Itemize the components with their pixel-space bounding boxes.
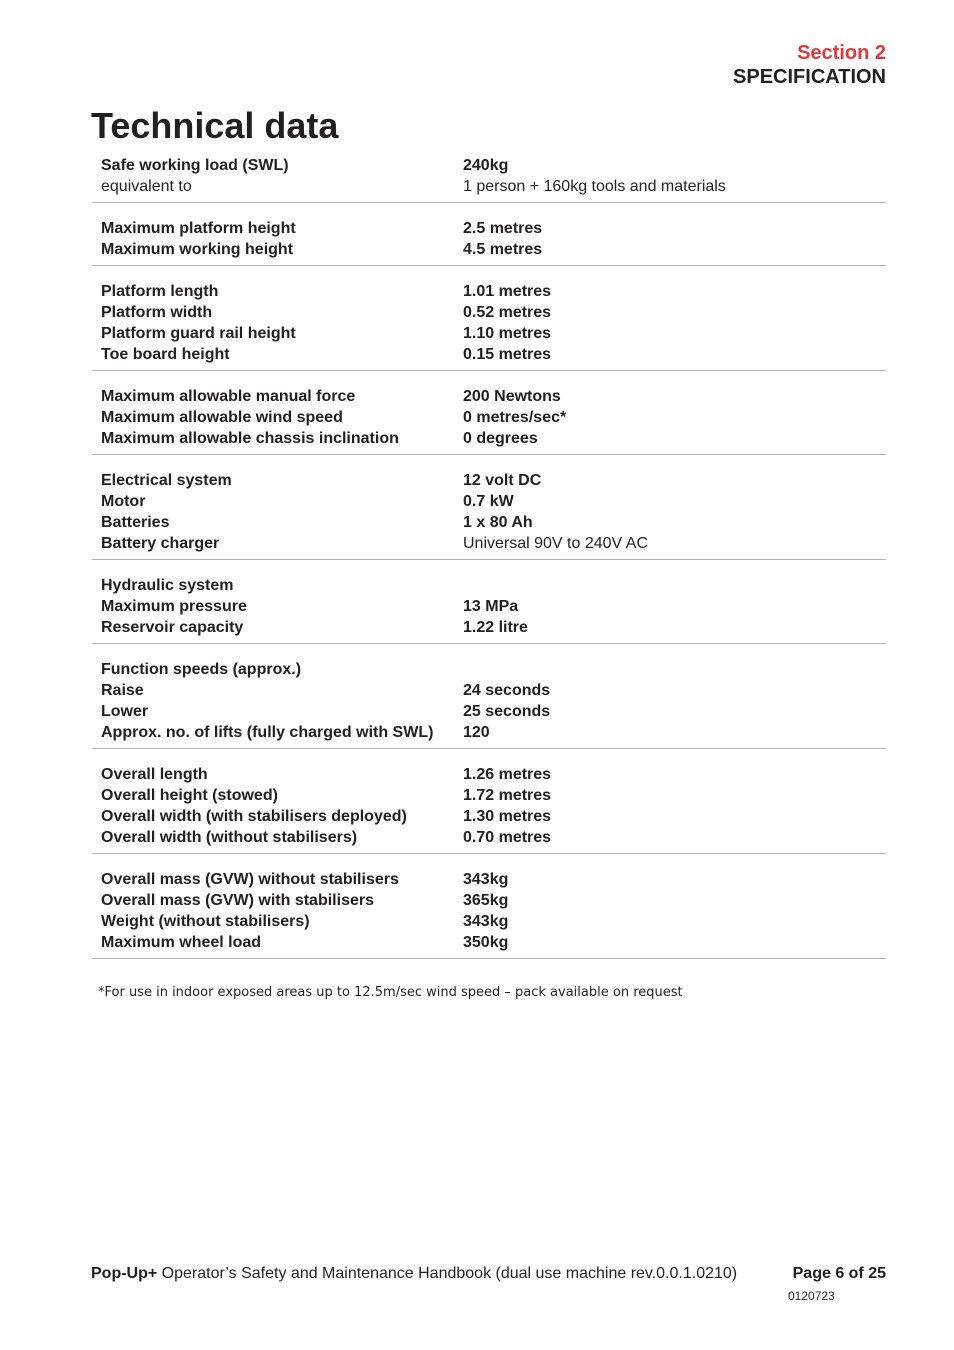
spec-value: 1 person + 160kg tools and materials xyxy=(463,178,726,195)
spec-value: 1.10 metres xyxy=(463,325,552,342)
section-number: Section 2 xyxy=(797,42,886,64)
spec-row xyxy=(92,344,886,365)
spec-value: 2.5 metres xyxy=(463,220,543,237)
spec-row xyxy=(92,680,886,701)
footer-title xyxy=(91,1265,737,1283)
spec-value: 120 xyxy=(463,724,490,741)
spec-label: Weight (without stabilisers) xyxy=(101,913,310,930)
spec-section xyxy=(92,644,886,749)
spec-row xyxy=(92,491,886,512)
spec-value: 24 seconds xyxy=(463,682,551,699)
spec-row xyxy=(92,764,886,785)
spec-label: Electrical system xyxy=(101,472,232,489)
spec-value xyxy=(463,575,886,596)
spec-value: 0.70 metres xyxy=(463,829,552,846)
spec-section xyxy=(92,854,886,959)
spec-row xyxy=(92,407,886,428)
spec-value: 1.26 metres xyxy=(463,766,552,783)
section-header xyxy=(733,41,886,89)
spec-label: Reservoir capacity xyxy=(101,619,244,636)
spec-value: 0 degrees xyxy=(463,430,538,447)
spec-label: Safe working load (SWL) xyxy=(101,157,289,174)
spec-label: Overall length xyxy=(101,766,208,783)
spec-row xyxy=(92,806,886,827)
spec-value: 1.01 metres xyxy=(463,283,552,300)
spec-value: 4.5 metres xyxy=(463,241,543,258)
spec-label: Toe board height xyxy=(101,346,230,363)
spec-label: Lower xyxy=(101,703,149,720)
spec-label: Function speeds (approx.) xyxy=(101,661,302,678)
spec-label: Batteries xyxy=(101,514,170,531)
spec-section xyxy=(92,203,886,266)
spec-value: 1 x 80 Ah xyxy=(463,514,533,531)
spec-section xyxy=(92,560,886,644)
document-code: 0120723 xyxy=(788,1289,835,1303)
spec-value: 240kg xyxy=(463,157,509,174)
spec-row xyxy=(92,386,886,407)
spec-row xyxy=(92,470,886,491)
spec-value: 25 seconds xyxy=(463,703,551,720)
spec-value: 1.30 metres xyxy=(463,808,552,825)
spec-row xyxy=(92,155,886,176)
spec-label: Motor xyxy=(101,493,146,510)
page-number: Page 6 of 25 xyxy=(792,1265,886,1282)
spec-value: 200 Newtons xyxy=(463,388,561,405)
spec-row xyxy=(92,701,886,722)
spec-label: Approx. no. of lifts (fully charged with SWL) xyxy=(101,724,434,741)
spec-label: Overall width (without stabilisers) xyxy=(101,829,358,846)
spec-label: Overall width (with stabilisers deployed) xyxy=(101,808,407,825)
spec-value: 1.72 metres xyxy=(463,787,552,804)
spec-label: Platform length xyxy=(101,283,219,300)
spec-row xyxy=(92,932,886,953)
spec-label: Hydraulic system xyxy=(101,577,234,594)
spec-section xyxy=(92,266,886,371)
spec-section xyxy=(92,749,886,854)
spec-value: 343kg xyxy=(463,871,509,888)
spec-value: 0.15 metres xyxy=(463,346,552,363)
footer-brand: Pop-Up+ xyxy=(91,1265,158,1282)
spec-row xyxy=(92,533,886,554)
spec-row xyxy=(92,785,886,806)
spec-row xyxy=(92,575,886,596)
spec-value: Universal 90V to 240V AC xyxy=(463,535,648,552)
spec-label: Battery charger xyxy=(101,535,220,552)
spec-label: Platform guard rail height xyxy=(101,325,296,342)
section-title: SPECIFICATION xyxy=(733,66,886,88)
spec-value: 13 MPa xyxy=(463,598,519,615)
spec-row xyxy=(92,827,886,848)
spec-value: 350kg xyxy=(463,934,509,951)
page-title: Technical data xyxy=(91,105,339,146)
spec-row xyxy=(92,659,886,680)
spec-value: 0.7 kW xyxy=(463,493,514,510)
spec-row xyxy=(92,281,886,302)
spec-row xyxy=(92,176,886,197)
spec-section xyxy=(92,155,886,203)
spec-label: Overall mass (GVW) with stabilisers xyxy=(101,892,374,909)
footer-text: Operator’s Safety and Maintenance Handbook (dual use machine rev.0.0.1.0210) xyxy=(157,1265,738,1282)
spec-label: equivalent to xyxy=(101,178,192,195)
spec-row xyxy=(92,512,886,533)
spec-table xyxy=(92,155,886,959)
spec-value: 1.22 litre xyxy=(463,619,528,636)
spec-label: Maximum allowable manual force xyxy=(101,388,356,405)
spec-row xyxy=(92,869,886,890)
spec-row xyxy=(92,617,886,638)
spec-value: 0 metres/sec* xyxy=(463,409,567,426)
footnote: *For use in indoor exposed areas up to 12.5m/sec wind speed – pack available on request xyxy=(98,985,683,1000)
spec-row xyxy=(92,596,886,617)
spec-section xyxy=(92,371,886,455)
spec-row xyxy=(92,911,886,932)
spec-label: Maximum working height xyxy=(101,241,294,258)
spec-label: Platform width xyxy=(101,304,213,321)
spec-label: Maximum wheel load xyxy=(101,934,262,951)
spec-row xyxy=(92,722,886,743)
spec-row xyxy=(92,218,886,239)
spec-value xyxy=(463,659,886,680)
spec-value: 365kg xyxy=(463,892,509,909)
spec-row xyxy=(92,302,886,323)
spec-label: Maximum platform height xyxy=(101,220,296,237)
spec-row xyxy=(92,239,886,260)
spec-label: Overall height (stowed) xyxy=(101,787,278,804)
spec-row xyxy=(92,323,886,344)
spec-label: Raise xyxy=(101,682,144,699)
spec-label: Overall mass (GVW) without stabilisers xyxy=(101,871,399,888)
spec-row xyxy=(92,428,886,449)
spec-value: 12 volt DC xyxy=(463,472,542,489)
spec-value: 343kg xyxy=(463,913,509,930)
spec-value: 0.52 metres xyxy=(463,304,552,321)
spec-label: Maximum pressure xyxy=(101,598,247,615)
spec-row xyxy=(92,890,886,911)
spec-section xyxy=(92,455,886,560)
spec-label: Maximum allowable chassis inclination xyxy=(101,430,399,447)
spec-label: Maximum allowable wind speed xyxy=(101,409,343,426)
